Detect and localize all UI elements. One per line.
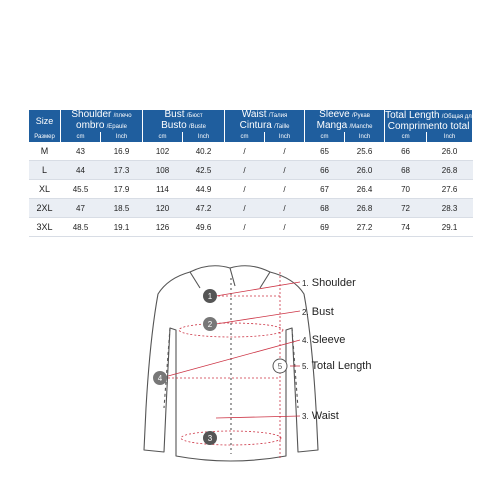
table-body <box>29 142 473 237</box>
measurement-cell: 114 <box>143 180 183 199</box>
label-bust: 2. Bust <box>302 306 334 318</box>
size-cell: 3XL <box>29 218 61 237</box>
measurement-cell: 26.8 <box>345 199 385 218</box>
unit-cm: cm <box>143 132 183 142</box>
shoulder-header: Shoulder /плечо ombro /Epaule <box>61 110 143 132</box>
measurement-cell: 48.5 <box>61 218 101 237</box>
measurement-cell: 120 <box>143 199 183 218</box>
measurement-cell: 29.1 <box>427 218 473 237</box>
total-length-header: Total Length /Общая длина Comprimento total <box>385 110 482 132</box>
measurement-cell: / <box>225 199 265 218</box>
measurement-cell: 102 <box>143 142 183 161</box>
measurement-cell: 44 <box>61 161 101 180</box>
measurement-cell: 49.6 <box>183 218 225 237</box>
size-cell: XL <box>29 180 61 199</box>
measurement-cell: / <box>225 161 265 180</box>
marker-3-label: 3 <box>207 434 213 443</box>
unit-inch: Inch <box>427 132 473 142</box>
label-shoulder: 1. Shoulder <box>302 277 356 289</box>
measurement-cell: 108 <box>143 161 183 180</box>
label-total-length: 5. Total Length <box>302 360 372 372</box>
measurement-cell: / <box>225 180 265 199</box>
measurement-cell: 126 <box>143 218 183 237</box>
measurement-cell: 70 <box>385 180 427 199</box>
measurement-cell: 66 <box>385 142 427 161</box>
table-row <box>29 180 473 199</box>
shirt-body-outline <box>144 272 318 461</box>
measurement-cell: 17.3 <box>101 161 143 180</box>
measurement-cell: 43 <box>61 142 101 161</box>
measurement-cell: 65 <box>305 142 345 161</box>
measurement-cell: 44.9 <box>183 180 225 199</box>
measurement-cell: 26.4 <box>345 180 385 199</box>
marker-5-label: 5 <box>277 362 283 371</box>
table-row <box>29 161 473 180</box>
label-waist: 3. Waist <box>302 410 339 422</box>
unit-row <box>29 132 473 142</box>
measurement-cell: / <box>265 199 305 218</box>
measurement-cell: 45.5 <box>61 180 101 199</box>
size-header: Size <box>29 110 61 132</box>
unit-inch: Inch <box>183 132 225 142</box>
table-row <box>29 218 473 237</box>
label-sleeve: 4. Sleeve <box>302 334 346 346</box>
measurement-cell: 27.2 <box>345 218 385 237</box>
unit-cm: cm <box>225 132 265 142</box>
measurement-cell: 72 <box>385 199 427 218</box>
size-chart-table <box>28 109 482 237</box>
header-row <box>29 110 473 132</box>
measurement-cell: / <box>265 180 305 199</box>
size-cell: 2XL <box>29 199 61 218</box>
size-ru-header: Размер <box>29 132 61 142</box>
sleeve-header: Sleeve /Рукав Manga /Manche <box>305 110 385 132</box>
measurement-cell: 40.2 <box>183 142 225 161</box>
measurement-cell: 26.8 <box>427 161 473 180</box>
measurement-cell: 42.5 <box>183 161 225 180</box>
waist-header: Waist /Талия Cintura /Taille <box>225 110 305 132</box>
measurement-cell: / <box>265 161 305 180</box>
measurement-cell: 47.2 <box>183 199 225 218</box>
measurement-cell: / <box>265 142 305 161</box>
table-row <box>29 199 473 218</box>
table-row <box>29 142 473 161</box>
measurement-cell: 47 <box>61 199 101 218</box>
measurement-cell: / <box>225 142 265 161</box>
measurement-cell: 16.9 <box>101 142 143 161</box>
bust-header: Bust /Бюст Busto /Buste <box>143 110 225 132</box>
measurement-cell: 74 <box>385 218 427 237</box>
pointer-2 <box>216 311 300 324</box>
marker-1-label: 1 <box>207 292 213 301</box>
unit-inch: Inch <box>345 132 385 142</box>
measurement-cell: 26.0 <box>427 142 473 161</box>
measurement-cell: 69 <box>305 218 345 237</box>
unit-cm: cm <box>61 132 101 142</box>
measurement-cell: 26.0 <box>345 161 385 180</box>
size-cell: M <box>29 142 61 161</box>
marker-4-label: 4 <box>157 374 163 383</box>
measurement-cell: 66 <box>305 161 345 180</box>
measurement-cell: 18.5 <box>101 199 143 218</box>
measurement-cell: 68 <box>305 199 345 218</box>
size-cell: L <box>29 161 61 180</box>
measurement-cell: / <box>265 218 305 237</box>
measurement-cell: 68 <box>385 161 427 180</box>
measurement-cell: 27.6 <box>427 180 473 199</box>
measurement-cell: 28.3 <box>427 199 473 218</box>
unit-inch: Inch <box>101 132 143 142</box>
pointer-3 <box>216 416 300 418</box>
pointer-1 <box>216 282 300 296</box>
unit-inch: Inch <box>265 132 305 142</box>
measurement-cell: 25.6 <box>345 142 385 161</box>
measurement-cell: 19.1 <box>101 218 143 237</box>
measurement-cell: 17.9 <box>101 180 143 199</box>
marker-2-label: 2 <box>207 320 213 329</box>
collar-outline <box>190 266 270 288</box>
unit-cm: cm <box>305 132 345 142</box>
unit-cm: cm <box>385 132 427 142</box>
measurement-cell: / <box>225 218 265 237</box>
measurement-cell: 67 <box>305 180 345 199</box>
